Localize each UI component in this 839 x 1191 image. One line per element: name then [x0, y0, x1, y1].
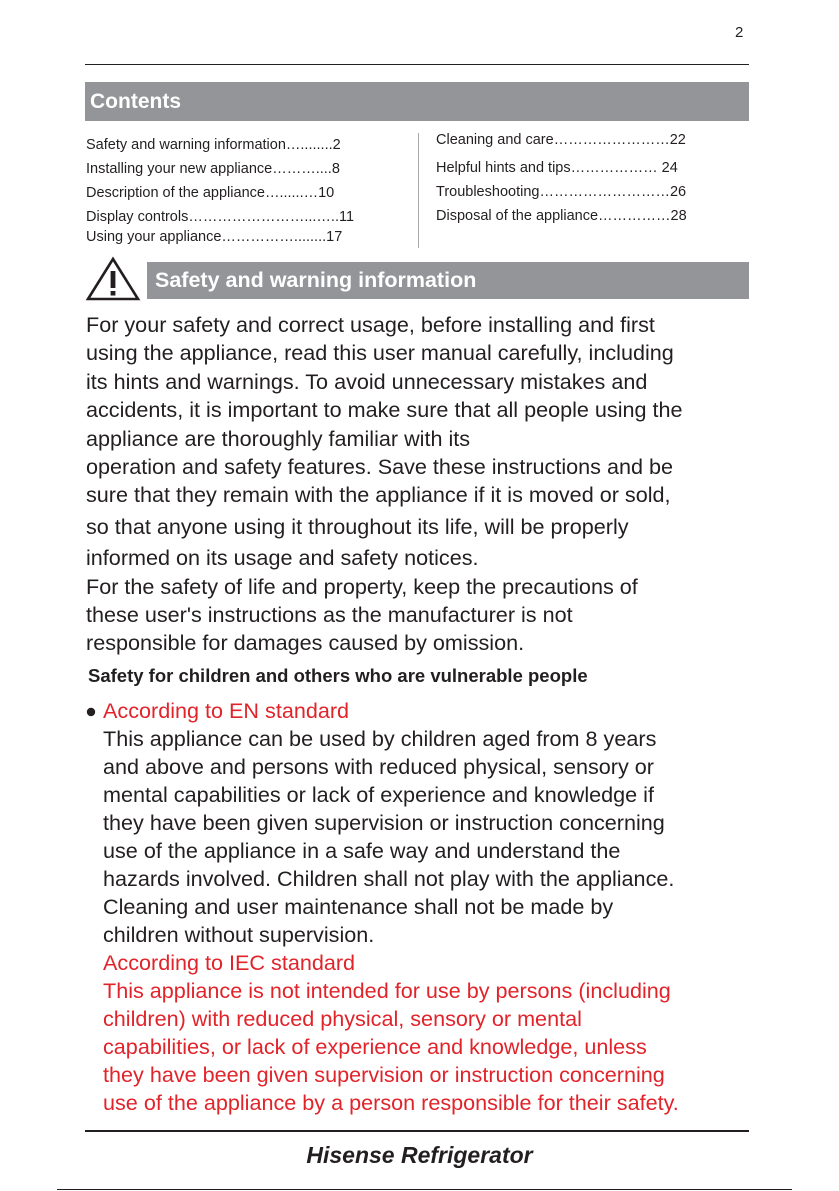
toc-entry[interactable]: Troubleshooting………………………26: [436, 184, 687, 200]
intro-line: its hints and warnings. To avoid unnecessary mistakes and: [86, 368, 648, 394]
iec-line: use of the appliance by a person responsible for their safety.: [103, 1090, 679, 1115]
page-number: 2: [735, 24, 744, 41]
en-standard-label: According to EN standard: [103, 698, 350, 723]
iec-line: children) with reduced physical, sensory or mental: [103, 1006, 582, 1031]
iec-standard-label: According to IEC standard: [103, 950, 356, 975]
footer-rule: [85, 1130, 749, 1132]
en-line: mental capabilities or lack of experience and knowledge if: [103, 782, 654, 807]
intro-line: For the safety of life and property, keep the precautions of: [86, 573, 638, 599]
en-line: they have been given supervision or instruction concerning: [103, 810, 665, 835]
en-standard-block: [103, 697, 679, 1117]
intro-line: using the appliance, read this user manual carefully, including: [86, 340, 674, 366]
bullet-icon: [85, 705, 97, 717]
toc-entry[interactable]: Disposal of the appliance……………28: [436, 208, 687, 224]
intro-line: operation and safety features. Save these instructions and be: [86, 454, 674, 480]
intro-line: appliance are thoroughly familiar with its: [86, 425, 471, 451]
en-line: hazards involved. Children shall not play with the appliance.: [103, 866, 675, 891]
toc-entry[interactable]: Helpful hints and tips……………… 24: [436, 160, 678, 176]
toc-entry[interactable]: Installing your new appliance………....8: [86, 161, 340, 177]
intro-line: accidents, it is important to make sure that all people using the: [86, 397, 683, 423]
page-bottom-rule: [57, 1189, 792, 1190]
safety-heading-bar: [147, 262, 749, 299]
toc-entry[interactable]: Using your appliance……………........17: [86, 229, 343, 245]
children-safety-heading: Safety for children and others who are vulnerable people: [88, 665, 588, 686]
intro-line: so that anyone using it throughout its life, will be properly: [86, 513, 629, 539]
contents-heading: Contents: [90, 90, 181, 113]
warning-triangle-icon: [85, 256, 141, 307]
contents-heading-bar: [85, 82, 749, 121]
en-line: Cleaning and user maintenance shall not be made by: [103, 894, 614, 919]
safety-intro: [86, 311, 761, 658]
en-line: children without supervision.: [103, 922, 375, 947]
toc-entry[interactable]: Display controls……………………...…..11: [86, 209, 355, 225]
toc-divider: [418, 133, 419, 248]
intro-line: these user's instructions as the manufacturer is not: [86, 602, 573, 628]
iec-line: capabilities, or lack of experience and knowledge, unless: [103, 1034, 647, 1059]
intro-line: responsible for damages caused by omission.: [86, 630, 525, 656]
iec-line: they have been given supervision or instruction concerning: [103, 1062, 665, 1087]
intro-line: For your safety and correct usage, before installing and first: [86, 312, 655, 337]
en-line: use of the appliance in a safe way and understand the: [103, 838, 621, 863]
footer-brand: Hisense Refrigerator: [306, 1142, 533, 1168]
en-line: This appliance can be used by children aged from 8 years: [103, 726, 657, 751]
intro-line: informed on its usage and safety notices.: [86, 545, 479, 571]
toc-entry[interactable]: Safety and warning information…........2: [86, 137, 341, 153]
toc-entry[interactable]: Cleaning and care……………………22: [436, 132, 686, 148]
header-rule: [85, 64, 749, 65]
iec-line: This appliance is not intended for use by persons (including: [103, 978, 671, 1003]
safety-heading: Safety and warning information: [155, 268, 477, 292]
en-line: and above and persons with reduced physical, sensory or: [103, 754, 654, 779]
toc-entry[interactable]: Description of the appliance…......…10: [86, 185, 335, 201]
intro-line: sure that they remain with the appliance if it is moved or sold,: [86, 482, 671, 508]
